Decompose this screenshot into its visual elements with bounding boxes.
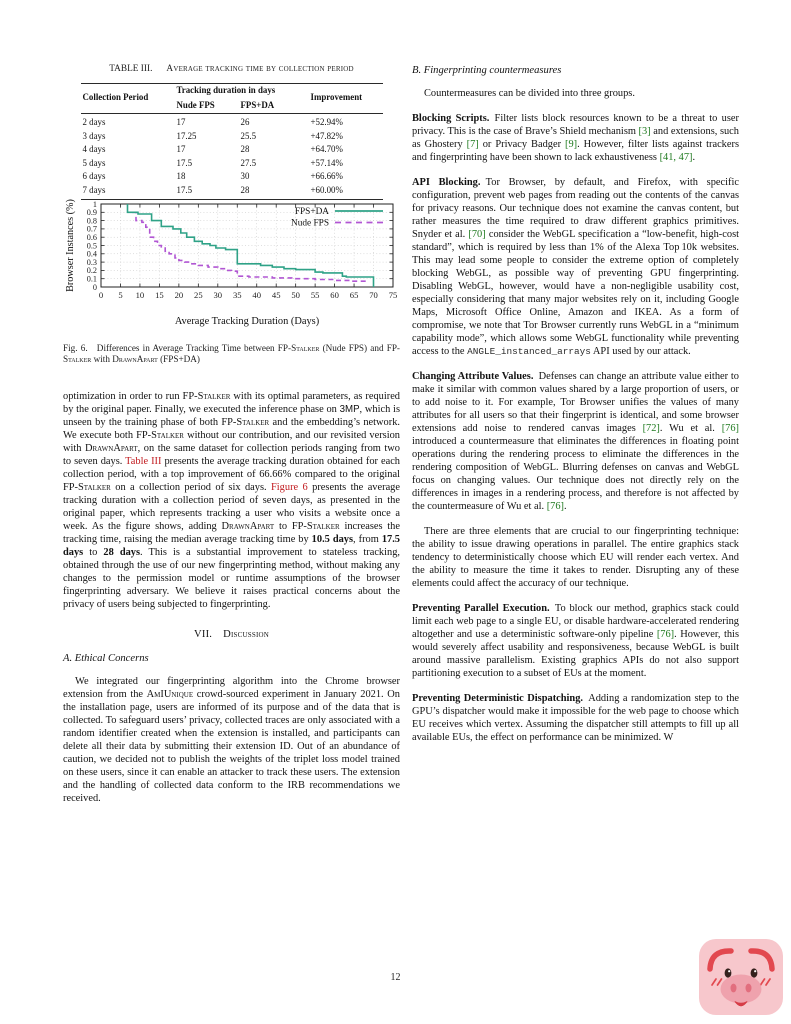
text-run: Blocking Scripts. (412, 113, 490, 124)
text-run: Defenses can change an attribute value either to make it similar with common values shared by a large proportion of users, or to add noise to it. For example, Tor Browser unifies the values of many attributes for all users so that their fingerprint is identical, and some browser extensions add noise to rendered canvas images (412, 371, 739, 434)
text-run: Tor Browser, by default, and Firefox, with specific configuration, prevent web pages from reading out the contents of the canvas for privacy reasons. Our technique does not examine the canvas content, but rather measures the time required to draw different graphics primitives. Snyder et al. (412, 177, 739, 240)
citation-link[interactable]: [70] (468, 229, 486, 240)
table-cell: 17.5 (176, 157, 193, 168)
text-run: increases the tracking time, raising the median average tracking time by (63, 521, 400, 545)
svg-text:15: 15 (155, 290, 164, 300)
svg-text:25: 25 (194, 290, 203, 300)
citation-link[interactable]: [76] (656, 629, 675, 640)
table-row (81, 130, 383, 144)
table-cell: 25.5 (240, 130, 257, 141)
citation-link[interactable]: [9] (565, 139, 578, 150)
paragraph (412, 525, 739, 590)
text-run: presents the average tracking duration obtained for each collection period, with a top improvement of 66.66% compared to the original FP- (63, 456, 401, 493)
table-cell: 17.5 (176, 184, 193, 195)
citation-link[interactable]: [41, 47] (659, 152, 693, 163)
text-run: without our contribution, and our revisited version with (63, 430, 400, 454)
svg-text:10: 10 (135, 290, 145, 300)
cross-reference-link[interactable]: Figure 6 (271, 482, 308, 493)
text-run: . This is a substantial improvement to stateless tracking, obtained through the use of our new fingerprinting method, without making any changes to the permission model or runtime assumptions of the browser fingerprinting adversary. We believe it raises practical concerns about the privacy of users being subjected to fingerprinting. (63, 547, 401, 610)
x-axis-label: Average Tracking Duration (Days) (174, 316, 320, 327)
text-run: Filter lists block resources known to be a threat to user privacy. This is the case of Brave’s Shield mechanism (412, 113, 739, 137)
svg-text:0.3: 0.3 (86, 257, 97, 267)
text-run: to (83, 547, 104, 558)
subsection-heading (63, 652, 400, 665)
text-run: Stalker (63, 354, 92, 365)
table-cell: 7 days (82, 184, 106, 195)
col-group-header: Tracking duration in days (176, 85, 276, 95)
text-run: 10.5 days (311, 534, 354, 545)
paragraph (412, 692, 739, 744)
svg-text:0: 0 (98, 290, 104, 300)
text-run: optimization in order to run FP- (63, 391, 198, 402)
text-run: A. Ethical Concerns (63, 653, 149, 664)
svg-text:0.9: 0.9 (86, 208, 97, 218)
chart-svg (63, 198, 400, 330)
svg-text:5: 5 (118, 290, 123, 300)
citation-link[interactable]: [7] (466, 139, 479, 150)
text-run: Changing Attribute Values. (412, 371, 534, 382)
text-run: and extensions, such as Ghostery (412, 126, 739, 150)
table-row (81, 170, 383, 184)
svg-text:0: 0 (92, 282, 97, 292)
svg-text:1: 1 (92, 199, 97, 209)
svg-text:0.4: 0.4 (86, 249, 97, 259)
pig-face-icon (698, 938, 784, 1016)
paragraph (63, 390, 400, 611)
paragraph (412, 602, 739, 680)
text-run: 28 days (103, 547, 141, 558)
table-cell: 27.5 (240, 157, 257, 168)
cross-reference-link[interactable]: Table III (125, 456, 162, 467)
table-row (81, 143, 383, 157)
figure-caption (63, 343, 400, 366)
table-cell: +60.00% (310, 184, 343, 195)
citation-link[interactable]: [3] (638, 126, 651, 137)
text-run: or Privacy Badger (478, 139, 565, 150)
table-3-block (63, 64, 400, 200)
text-run: with (91, 354, 113, 365)
table-header (81, 84, 383, 114)
paragraph (412, 370, 739, 513)
text-run: 17.5 days (63, 534, 400, 558)
text-run: to FP- (274, 521, 307, 532)
svg-text:20: 20 (174, 290, 184, 300)
svg-text:60: 60 (330, 290, 339, 300)
legend-label: FPS+DA (294, 207, 329, 217)
svg-text:75: 75 (388, 290, 398, 300)
figure-caption-area (63, 343, 400, 366)
text-run: introduced a countermeasure that eliminates the differences in floating point operations during the rendering process to eliminate the differences in the rendering composition of WebGL. Blurring defenses on canvas and WebGL focus on changing values. Our technique does not directly rely on the differences in images in a rendering process, and therefore is not affected by the countermeasure of Wu et al. (412, 436, 739, 512)
text-run: . However, filter lists against trackers and fingerprinting have been shown to lack exhaustiveness (412, 139, 739, 163)
text-run: DrawnApart (221, 521, 275, 532)
paragraph (412, 176, 739, 358)
text-run: , from (353, 534, 382, 545)
text-run: , which is unseen by the training phase of both FP- (63, 404, 400, 428)
paragraph (63, 675, 400, 805)
table-cell: 4 days (82, 144, 106, 154)
text-run: 3MP (339, 404, 360, 415)
table-cell: +52.94% (310, 117, 343, 127)
table-caption (63, 64, 400, 74)
table-cell: 5 days (82, 157, 106, 168)
table-cell: 26 (240, 117, 250, 127)
text-run: Stalker (306, 521, 340, 532)
page-number: 12 (390, 972, 401, 983)
svg-text:0.6: 0.6 (86, 233, 97, 242)
table-cell: 2 days (82, 117, 106, 127)
table-cell: 17.25 (176, 130, 197, 141)
svg-text:45: 45 (271, 290, 281, 300)
section-heading (63, 628, 400, 641)
text-run: We integrated our fingerprinting algorithm into the Chrome browser extension from the (63, 676, 400, 700)
text-run: B. Fingerprinting countermeasures (412, 65, 562, 76)
table-cell: +57.14% (310, 157, 343, 168)
table-cell: 17 (176, 117, 186, 127)
svg-text:35: 35 (232, 290, 242, 300)
series-fps-da (128, 204, 374, 287)
text-run: Discussion (223, 629, 269, 640)
text-run: Stalker (236, 417, 270, 428)
text-run: Preventing Parallel Execution. (412, 603, 550, 614)
text-run: presents the average tracking duration with a collection period of seven days, as presented in the original paper, which represents tracking a user who visits a website once a week. As the figure shows, adding (63, 482, 400, 532)
col-header-nude-fps: Nude FPS (176, 99, 215, 110)
svg-text:70: 70 (369, 290, 378, 300)
text-run: consider the WebGL specification a “low-benefit, high-cost standard”, which is required by less than 1% of the Alexa Top 10k websites. This may lead some people to consider the extreme option of completely blocking WebGL, as possible way of preventing GPU fingerprinting. Disabling WebGL, however, would have a non-negligible usability cost, especially considering that many major websites rely on it, including Google Maps, Microsoft Office Online, Amazon and IKEA. As a form of compromise, we note that Tor Browser currently runs WebGL in a “minimum capability mode”, which allows some WebGL functionality while preventing access to the (412, 229, 740, 357)
text-run: Stalker (197, 391, 231, 402)
text-run: Stalker (151, 430, 184, 441)
svg-text:65: 65 (349, 290, 359, 300)
text-run: with its optimal parameters, as required by the original paper. Finally, we executed the inference phase on (63, 391, 400, 415)
col-header-collection-period: Collection Period (82, 92, 149, 103)
text-run: API used by our attack. (590, 346, 691, 357)
table-cell: 6 days (82, 171, 106, 181)
svg-text:30: 30 (213, 290, 223, 300)
svg-text:0.1: 0.1 (86, 274, 97, 284)
citation-link[interactable]: [72] (642, 423, 660, 434)
table-row (81, 157, 383, 171)
series-nude-fps (132, 212, 366, 281)
y-axis-label: Browser Instances (%) (65, 199, 76, 292)
text-run: . (692, 152, 696, 163)
table-cell: +47.82% (310, 130, 343, 141)
text-run: DrawnApart (85, 443, 138, 454)
paragraph (412, 112, 739, 164)
text-run: on a collection period of six days. (110, 482, 272, 493)
text-run: . Wu et al. (659, 423, 722, 434)
right-column (412, 62, 739, 756)
table-label: TABLE III. (109, 64, 153, 74)
table-cell: +66.66% (310, 171, 343, 181)
text-run: crowd-sourced experiment in January 2021. On the installation page, users are informed of its purpose and of the data that is collected. To safeguard users’ privacy, collected traces are only associated with a random identifier created when the extension is installed, and participants can delete all their data by submitting their extension ID. Out of an abundance of caution, we decided not to publish the weights of the triplet loss model trained on these users, since it can enable an attacker to track these users. The extension and the handling of collected data conform to the IRB recommendations we received. (63, 689, 400, 804)
text-run: . (564, 501, 567, 512)
text-run: VII. (194, 629, 224, 640)
table-body (81, 114, 383, 200)
tracking-time-table (81, 83, 383, 200)
text-run: ANGLE_instanced_arrays (467, 346, 591, 357)
citation-link[interactable]: [76] (721, 423, 739, 434)
pig-sticker (698, 938, 784, 1016)
table-row (81, 114, 383, 130)
text-run: and the embedding’s network. We execute both FP- (63, 417, 400, 441)
svg-text:40: 40 (252, 290, 262, 300)
text-run: Adding a randomization step to the GPU’s dispatcher would make it impossible for the web page to choose which EU receives which vertex. Assuming the dispatcher still attempts to fill up all available EUs, the effect on performance can be minimized. W (412, 693, 739, 743)
table-cell: +64.70% (310, 144, 343, 154)
svg-text:0.8: 0.8 (86, 216, 97, 226)
table-title: Average tracking time by collection period (166, 64, 354, 74)
citation-link[interactable]: [76] (546, 501, 565, 512)
subsection-heading (412, 64, 739, 77)
text-run: DrawnApart (112, 354, 158, 365)
tracking-duration-chart (63, 198, 400, 330)
svg-text:0.7: 0.7 (86, 224, 97, 234)
table-cell: 28 (240, 184, 250, 195)
table-cell: 17 (176, 144, 186, 154)
text-run: To block our method, graphics stack could limit each web page to a single EU, or disable hardware-accelerated rendering altogether and use a deterministic software-only pipeline (412, 603, 740, 640)
col-header-improvement: Improvement (310, 92, 363, 103)
text-run: , on the same dataset for collection periods ranging from two to seven days. (63, 443, 400, 467)
table-cell: 18 (176, 171, 186, 181)
text-run: AmIUnique (146, 689, 194, 700)
text-run: (FPS+DA) (157, 354, 200, 365)
table-cell: 3 days (82, 130, 106, 141)
text-run: Countermeasures can be divided into three groups. (424, 88, 635, 99)
text-run: Stalker (291, 343, 320, 353)
svg-text:55: 55 (310, 290, 320, 300)
figure-6-block (63, 198, 400, 366)
legend-label: Nude FPS (291, 218, 329, 229)
text-run: Preventing Deterministic Dispatching. (412, 693, 584, 704)
table-cell: 30 (240, 171, 250, 181)
svg-text:50: 50 (291, 290, 300, 300)
text-run: API Blocking. (412, 177, 481, 188)
text-run: (Nude FPS) and FP- (319, 343, 400, 353)
table-cell: 28 (240, 144, 250, 154)
svg-text:0.5: 0.5 (86, 241, 97, 251)
text-run: . However, this would severely affect usability and responsiveness, because WebGL is built around massive parallelism. Existing graphics APIs do not also support partitioning execution to a subset of EUs at the moment. (412, 629, 739, 679)
paragraph (412, 87, 739, 100)
svg-text:0.2: 0.2 (86, 266, 97, 276)
col-header-fps-da: FPS+DA (240, 99, 275, 110)
left-column (63, 390, 400, 805)
text-run: There are three elements that are crucial to our fingerprinting technique: the ability to issue drawing operations in parallel. The entire graphics stack tendency to deterministically choose which EU will render each vertex. And the ability to measure the time it takes to render. Disrupting any of these elements could affect the accuracy of our technique. (412, 526, 739, 589)
text-run: Fig. 6. Differences in Average Tracking Time between FP- (63, 343, 292, 353)
text-run: Stalker (78, 482, 111, 493)
